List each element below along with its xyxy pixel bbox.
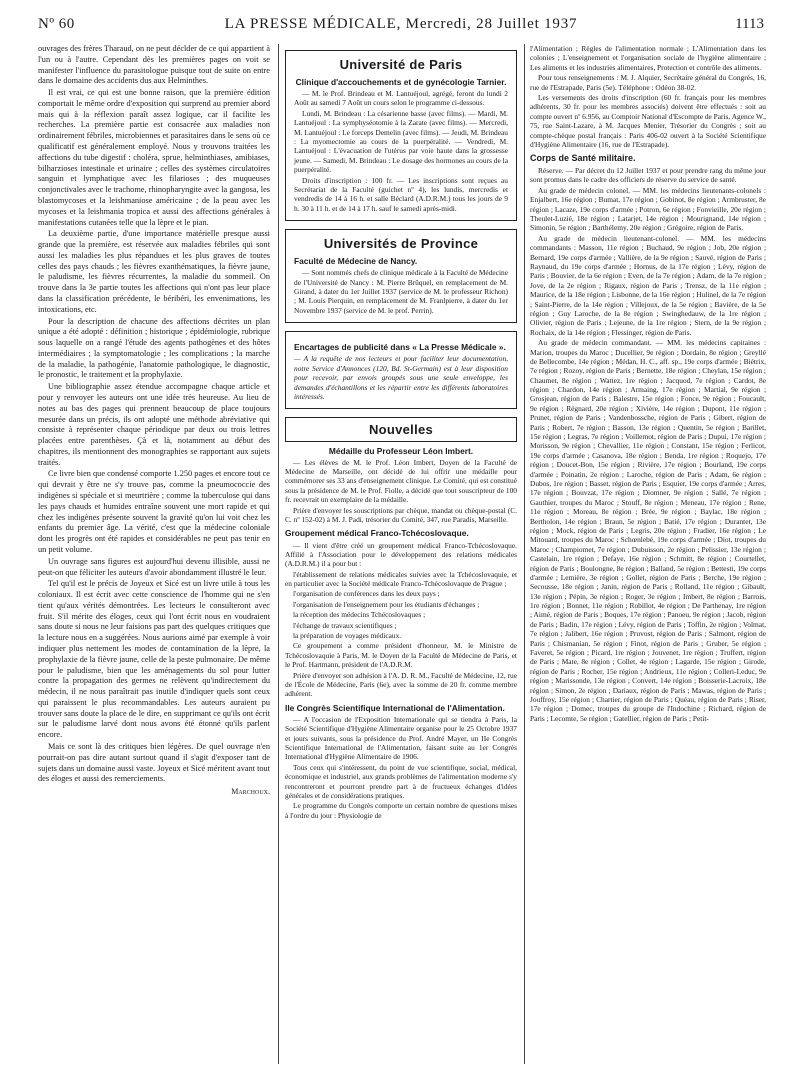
universite-paris-box	[285, 50, 517, 221]
news-paragraph: l'établissement de relations médicales suivies avec la Tchécoslovaquie, et en particulier avec la Société médicale Franco-Tchécoslovaque de Prague ;	[285, 569, 517, 589]
review-paragraph: Pour la description de chacune des affections décrites un plan unique a été adopté : définition ; historique ; épidémiologie, rubrique sous laquelle on a rangé l'étude des agents pathogènes et des hôtes intermédiaires ; la symptomatologie ; les complications ; la marche de la maladie, la pathogénie, l'anatomie pathologique, le diagnostic, le pronostic, le traitement et la prophylaxie.	[38, 316, 270, 380]
news-paragraph: Droits d'inscription : 100 fr. — Les inscriptions sont reçues au Secrétariat de la Faculté (guichet nº 4), les lundis, mercredis et vendredis de 14 à 16 h. et salle Béclard (A.D.R.M.) tous les jours de 9 h. 30 à 11 h. et de 14 à 17 h. sauf le samedi après-midi.	[294, 175, 508, 213]
issue-number: Nº 60	[38, 16, 75, 32]
news-paragraph: Prière d'envoyer son adhésion à l'A. D. R. M., Faculté de Médecine, 12, rue de l'École de Médecine, Paris (6e), avec la somme de 20 fr. comme membre adhérent.	[285, 670, 517, 699]
universites-province-box	[285, 229, 517, 323]
column-rule	[278, 44, 279, 1064]
review-paragraph: Une bibliographie assez étendue accompagne chaque article et pour y renvoyer les auteurs ont une idée très heureuse. Au lieu de notes au bas des pages qui prennent beaucoup de place toujours mesurée dans un précis, ils ont adopté une méthode abréviative qui consiste à représenter chaque périodique par deux ou trois lettres placées entre parenthèses. Çà et là, notamment au début des chapitres, ils mentionnent des monographies se rapportant aux sujets traités.	[38, 382, 270, 467]
review-paragraph: Un ouvrage sans figures est aujourd'hui devenu illisible, aussi ne peut-on que féliciter les auteurs d'avoir abondamment illustré le leur.	[38, 556, 270, 577]
nouvelles-title-box	[285, 417, 517, 442]
news-heading: Groupement médical Franco-Tchécoslovaque.	[285, 528, 469, 539]
review-paragraph: Mais ce sont là des critiques bien légères. De quel ouvrage n'en pourrait-on pas dire autant surtout quand il s'agit d'exposer tant de sujets dans un domaine aussi vaste. Joyeux et Sicé méritent avant tout des éloges et aussi des remerciements.	[38, 742, 270, 784]
review-paragraph: ouvrages des frères Tharaud, on ne peut déclder de ce qui appartient à l'un ou à l'autre. Cependant dès les premières pages on voit se manifester l'influence du parasitologue puisque tout de suite on entre dans le domaine des accidents dus aux Helminthes.	[38, 44, 270, 86]
news-paragraph: Réserve. — Par décret du 12 Juillet 1937 et pour prendre rang du même jour sont promus dans le cadre des officiers de réserve du service de santé.	[530, 166, 766, 185]
news-paragraph: Prière d'envoyer les souscriptions par chèque, mandat ou chèque-postal (C. C. nº 152-02) à M. J. Padi, trésorier du Comité, 347, rue Paradis, Marseille.	[285, 505, 517, 525]
column-military	[530, 44, 766, 1064]
news-heading: Clinique d'accouchements et de gynécologie Tarnier.	[295, 77, 507, 87]
column-news	[285, 44, 517, 1064]
section-title: Nouvelles	[368, 421, 434, 437]
news-paragraph: Au grade de médecin colonel. — MM. les médecins lieutenants-colonels : Enjalbert, 16e région ; Bumat, 17e région ; Gobinot, 8e région ; Armbruster, 8e région ; Lacaze, 19e corps d'armée ; Potron, 6e région ; Fonvieille, 20e région ; Theulet-Luzié, 18e région ; Latarjet, 14e région ; Mourignand, 14e région ; Simonin, 5e région ; Barthélemy, 20e région ; Grégoire, région de Paris.	[530, 185, 766, 233]
news-paragraph: l'Alimentation ; Règles de l'alimentation normale ; L'Alimentation dans les colonies ; L'enseignement et l'organisation sociale de l'hygiène alimentaire ; Les aliments et les industries alimentaires, Protection et contrôle des aliments.	[530, 44, 766, 72]
news-paragraph: Pour tous renseignements : M. J. Alquier, Secrétaire général du Congrès, 16, rue de l'Estrapade, Paris (5e). Téléphone : Odéon 38-02.	[530, 73, 766, 92]
review-paragraph: Tel qu'il est le précis de Joyeux et Sicé est un livre utile à tous les coloniaux. Il est écrit avec cette conscience de l'homme qui ne s'en tient qu'aux vérités démontrées. Les lecteurs le consulteront avec fruit. S'il mérite des éloges, ceux qui l'ont écrit nous en voudraient sans doute si nous ne leur faisions pas part des quelques critiques que la lecture nous en a suggérées. Nous aurions aimé par exemple à voir indiquer plus nettement les modes de contamination de la lèpre, la prophylaxie de la fièvre jaune, celle de la peste pulmonaire. De même pour le paludisme, bien que les aménagements du sol pour lutter contre la propagation des germes ne relèvent qu'indirectement du médecin, il ne nous paraîtrait pas inutile d'indiquer quels sont ceux qui paraissent le plus recommandables. Les auteurs auraient pu trouver sans doute la place de le dire, en supprimant ce qu'ils ont écrit sur le paludisme larvé dont nous avons été étonné qu'ils parlent encore.	[38, 579, 270, 740]
news-paragraph: la réception des médecins Tchécoslovaques ;	[293, 610, 426, 620]
news-paragraph: l'organisation de l'enseignement pour les étudiants d'échanges ;	[293, 599, 480, 609]
column-rule	[524, 44, 525, 1064]
section-title: Université de Paris	[339, 57, 463, 72]
section-title: Universités de Province	[323, 236, 479, 252]
news-paragraph: Lundi, M. Brindeau : La césarienne basse (avec films). — Mardi, M. Lantuéjoul : La symphyséotomie à la Zarate (avec films). — Mercredi, M. Lantuéjoul : Le forceps Demelin (avec films). — Jeudi, M. Brindeau : La myomectomie au cours de la puerpéralité. — Vendredi, M. Lantuéjoul : L'évacuation de l'utérus par voie haute dans la grossesse jeune. — Samedi, M. Brindeau : Le dosage des hormones au cours de la puerpéralité.	[294, 108, 508, 175]
review-paragraph: Ce livre bien que condensé comporte 1.250 pages et encore tout ce qui devrait y être ne s'y trouve pas, comme la pneumococcie des indigènes si spéciale et si meurtrière ; comme la tuberculose qui dans les pays chauds et humides entraîne souvent une mort rapide et qui chez les indigènes présente souvent la gravité qu'on lui voit chez les enfants du premier âge. La vérité, c'est que la médecine coloniale dont les progrès ont été rapides et considérables ne peut pas tenir en un petit volume.	[38, 469, 270, 554]
news-paragraph: Ce groupement a comme président d'honneur, M. le Ministre de Tchécoslovaquie à Paris, M. le Doyen de la Faculté de Médecine de Paris, et le Prof. Hartmann, président de l'A.D.R.M.	[285, 641, 517, 670]
news-heading: Corps de Santé militaire.	[530, 153, 636, 164]
news-paragraph: Les versements des droits d'inscription (60 fr. français pour les membres adhérents, 30 fr. pour les membres associés) doivent être effectués : soit au compte ouvert nº 6.956, au Comptoir National d'Escompte de Paris, Agence W., 75, rue Saint-Lazare, à M. Jacques Menier, Trésorier du Congrès ; soit au compte-chèque postal français : Paris 406-02 ouvert à la Société Scientifique d'Hygiène Alimentaire (16, rue de l'Estrapade).	[530, 92, 766, 149]
journal-title: LA PRESSE MÉDICALE, Mercredi, 28 Juillet 1937	[224, 16, 578, 32]
page-header	[38, 16, 764, 38]
news-paragraph: Au grade de médecin commandant. — MM. les médecins capitaines : Marion, troupes du Maroc ; Ducellier, 9e région ; Dordain, 8e région ; Greyllé de Bellecombe, 14e région ; Médan, H. C., aff. sp., 19e corps d'armée ; Biétrix, 7e région ; Rozoy, région de Paris ; Bernette, 18e région ; Cheylan, 15e région ; Chaumet, 8e région ; Wattez, 1re région ; Jacquod, 7e région ; Cardot, 8e région ; Chardon, 14e région ; Armaing, 17e région ; Martial, 9e région ; Grosjean, région de Paris ; Balestre, 15e région ; Fonce, 9e région ; Foucault, 9e région ; Régnard, 20e région ; Xivière, 14e région ; Dupont, 11e région ; Prunet, région de Paris ; Vandenbossche, région de Paris ; Gibert, région de Paris ; Robert, 7e région ; Basson, 13e région ; Quentin, 5e région ; Barillet, 15e région ; Legras, 7e région ; Voillemot, région de Paris ; Dupui, 17e région ; Morisson, 9e région ; Chevallier, 11e région ; Constant, 15e région ; Ferlicot, 19e corps d'armée ; Casanova, 18e région ; Benda, 1re région ; Roquejo, 17e région ; Doucet-Bon, 15e région ; Rivière, 17e région ; Bourland, 19e corps d'armée ; Poinatin, 2e région ; Laroche, région de Paris ; Adam, 6e région ; Dubos, 1re région ; Basset, région de Paris ; Esquier, 19e corps d'armée ; Arres, 17e région ; Bouvzat, 17e région ; Diomner, 9e région ; Sallé, 7e région ; Gauthier, troupes du Maroc ; Stouff, 8e région ; Meneau, 17e région ; Rene, 11e région ; Moreau, 8e région ; Brée, 9e région ; Baylac, 18e région ; Bertholon, 14e région ; Braun, 5e région ; Batié, 17e région ; Durantet, 13e région ; Mock, région de Paris ; Legris, 20e région ; Fradier, 16e région ; Le Mitouard, troupes du Maroc ; Schœnlebé, 19e corps d'armée ; Diot, troupes du Maroc ; Champiomet, 7e région ; Dubuisson, 2e région ; Pelissier, 13e région ; Castelain, 1re région ; Defaye, 16e région ; Schmitt, 8e région ; Courtellet, région de Paris ; Boulongne, 8e région ; Balland, 5e région ; Bettesti, 19e corps d'armée ; Lemière, 3e région ; Gollet, région de Paris ; Berche, 19e région ; Secousse, 18e région ; Janin, région de Paris ; Rolland, 11e région ; Gibault, 13e région ; Pépin, 3e région ; Roger, 3e région ; Imbert, 8e région ; Barrois, 1re région ; Bonnet, 11e région ; Robillot, 4e région ; De Parthenay, 1re région ; Aimé, région de Paris ; Boques, 17e région ; Panoeu, 9e région ; Jacob, région de Paris ; Badin, 17e région ; Lévy, région de Paris ; Toffin, 2e région ; Volmat, 7e région ; Jalibert, 16e région ; Pruvost, région de Paris ; Salmont, région de Paris ; Chismanian, 5e région ; Finot, région de Paris ; Gruber, 5e région ; Faveret, 5e région ; Picard, 1re région ; Jouvenet, 1re région ; Truffert, région de Paris ; Mate, 8e région ; Collet, 4e région ; Lagarde, 15e région ; Girode, région de Paris ; Rocher, 15e région ; Andrieux, 11e région ; Colleri-Leduc, 9e région ; Marissonde, 13e région ; Convert, 14e région ; Boisserie-Lacroix, 18e région ; Simon, 2e région ; Dariaux, région de Paris ; Mawas, région de Paris ; Jouffroy, 15e région ; Chartier, région de Paris ; Quéau, région de Paris ; Riser, 17e région ; Domec, troupes du groupe de l'Indochine ; Richard, région de Paris ; Lecomte, 5e région ; Gatellier, région de Paris ; Petit-	[530, 338, 766, 723]
news-heading: Médaille du Professeur Léon Imbert.	[328, 445, 474, 456]
news-paragraph: — Il vient d'être créé un groupement médical Franco-Tchécoslovaque. Affilié à l'Association pour le développement des relations médicales (A.D.R.M.) il a pour but :	[285, 540, 517, 569]
news-paragraph: Le programme du Congrès comporte un certain nombre de questions mises à l'ordre du jour : Physiologie de	[285, 801, 517, 820]
review-paragraph: Il est vrai, ce qui est une bonne raison, que la première édition comportait le même ordre d'exposition qui surprend au premier abord mais qui à la réflexion paraît assez logique, car il facilite les recherches. La première partie est consacrée aux maladies non ordinairement fébriles, microbiennes et parasitaires dans le sens où ce qualificatif est généralement employé. Nous y trouvons traitées les affections du tube digestif : choléra, sprue, helminthiases, amibiases, bilharzioses intestinale et urinaire ; celles des systèmes circulatoires sanguin et lymphatique avec les filarioses ; des muqueuses conjonctivales avec le trachome, rhinopharyngite avec la gangosa, les blastomycoses et la leishmaniose américaine ; de la peau avec les mycoses et la leishmania tropica et aussi des affections générales à manifestations cutanées telle que la lèpre et le pian.	[38, 88, 270, 227]
news-paragraph: l'échange de travaux scientifiques ;	[293, 620, 397, 630]
review-paragraph: La deuxième partie, d'une importance matérielle presque aussi grande que la première, est réservée aux maladies fébriles qui sont aussi les maladies les plus répandues et les plus graves de toutes celles des pays chauds ; les fièvres exanthématiques, la fièvre jaune, le paludisme, les fièvres récurrentes, la maladie du sommeil. On trouve dans la 3e partie toutes les affections qui n'ont pas leur place dans la classification précédente, le béribéri, les envenimations, les intoxications, etc.	[38, 229, 270, 314]
page-number: 1113	[735, 16, 764, 32]
news-paragraph: la préparation de voyages médicaux.	[293, 631, 402, 641]
ad-heading: Encartages de publicité dans « La Presse Médicale ».	[294, 342, 506, 353]
news-paragraph: l'organisation de conférences dans les deux pays ;	[293, 589, 440, 599]
ad-text: — A la requête de nos lecteurs et pour faciliter leur documentation, notre Service d'Annonces (120, Bd. St-Germain) est à leur disposition pour recevoir, par envois groupés sous une seule enveloppe, les demandes d'échantillons et les répartir entre les différents laboratoires intéressés.	[294, 354, 508, 402]
news-paragraph: Au grade de médecin lieutenant-colonel. — MM. les médecins commandants : Masson, 11e région ; Buchaud, 9e région ; Job, 20e région ; Bernard, 19e corps d'armée ; Vallière, de la 9e région ; Sauvé, région de Paris ; Raynaud, du 19e corps d'armée ; Hornus, de la 17e région ; Lévy, région de Paris ; Bouvier, de la 6e région ; Even, de la 7e région ; Adam, de la 7e région ; Jove, de la 2e région ; Rigaux, région de Paris ; Trensz, de la 11e région ; Maurice, de la 18e région ; Lisbonne, de la 16e région ; Hulinel, de la 7e région ; Saint-Pierre, de la 14e région ; Villejoux, de la 5e région ; Bavière, de la 5e région ; Guy Laroche, de la 8e région ; Swinghedauw, de la 1re région ; Olivier, région de Paris ; Lejeune, de la 1re région ; Stern, de la 9e région ; Rochaix, de la 14e région ; Flessinger, région de Paris.	[530, 233, 766, 337]
news-paragraph: — Sont nommés chefs de clinique médicale à la Faculté de Médecine de l'Université de Nancy : M. Pierre Brûquel, en remplacement de M. Girand, à dater du 1er Juillet 1937 (service de M. le professeur Richon) ; M. Louis Pierquin, en remplacement de M. Franlpierre, à dater du 1er Novembre 1937 (service de M. le prof. Perrin).	[294, 268, 508, 315]
news-paragraph: Tous ceux qui s'intéressent, du point de vue scientifique, social, médical, économique et industriel, aux grands problèmes de l'alimentation moderne s'y rencontreront et pourront prendre part à de fructueux échanges d'idées générales et de considérations pratiques.	[285, 762, 517, 800]
publicite-box	[285, 331, 517, 408]
news-paragraph: — Les élèves de M. le Prof. Léon Imbert, Doyen de la Faculté de Médecine de Marseille, ont décidé de lui offrir une médaille pour commémorer ses 33 ans d'enseignement clinique. Le Comité, qui est constitué sous la présidence de M. le Prof. Fiolle, a décidé que tout souscripteur de 100 fr. recevrait un exemplaire de la médaille.	[285, 457, 517, 505]
news-heading: Faculté de Médecine de Nancy.	[294, 256, 418, 267]
news-paragraph: — M. le Prof. Brindeau et M. Lantuéjoul, agrégé, feront du lundi 2 Août au samedi 7 Août un cours selon le programme ci-dessous.	[294, 89, 508, 108]
column-book-review	[38, 44, 270, 1064]
news-paragraph: — A l'occasion de l'Exposition Internationale qui se tiendra à Paris, la Société Scientifique d'Hygiène Alimentaire organise pour le 25 Octobre 1937 et jours suivants, sous la présidence du Prof. André Mayer, un IIe Congrès Scientifique International de l'Alimentation, faisant suite au 1er Congrès International d'Hygiène Alimentaire de 1906.	[285, 714, 517, 762]
news-heading: IIe Congrès Scientifique International de l'Alimentation.	[285, 702, 505, 713]
review-signature: Marchoux.	[231, 787, 270, 797]
